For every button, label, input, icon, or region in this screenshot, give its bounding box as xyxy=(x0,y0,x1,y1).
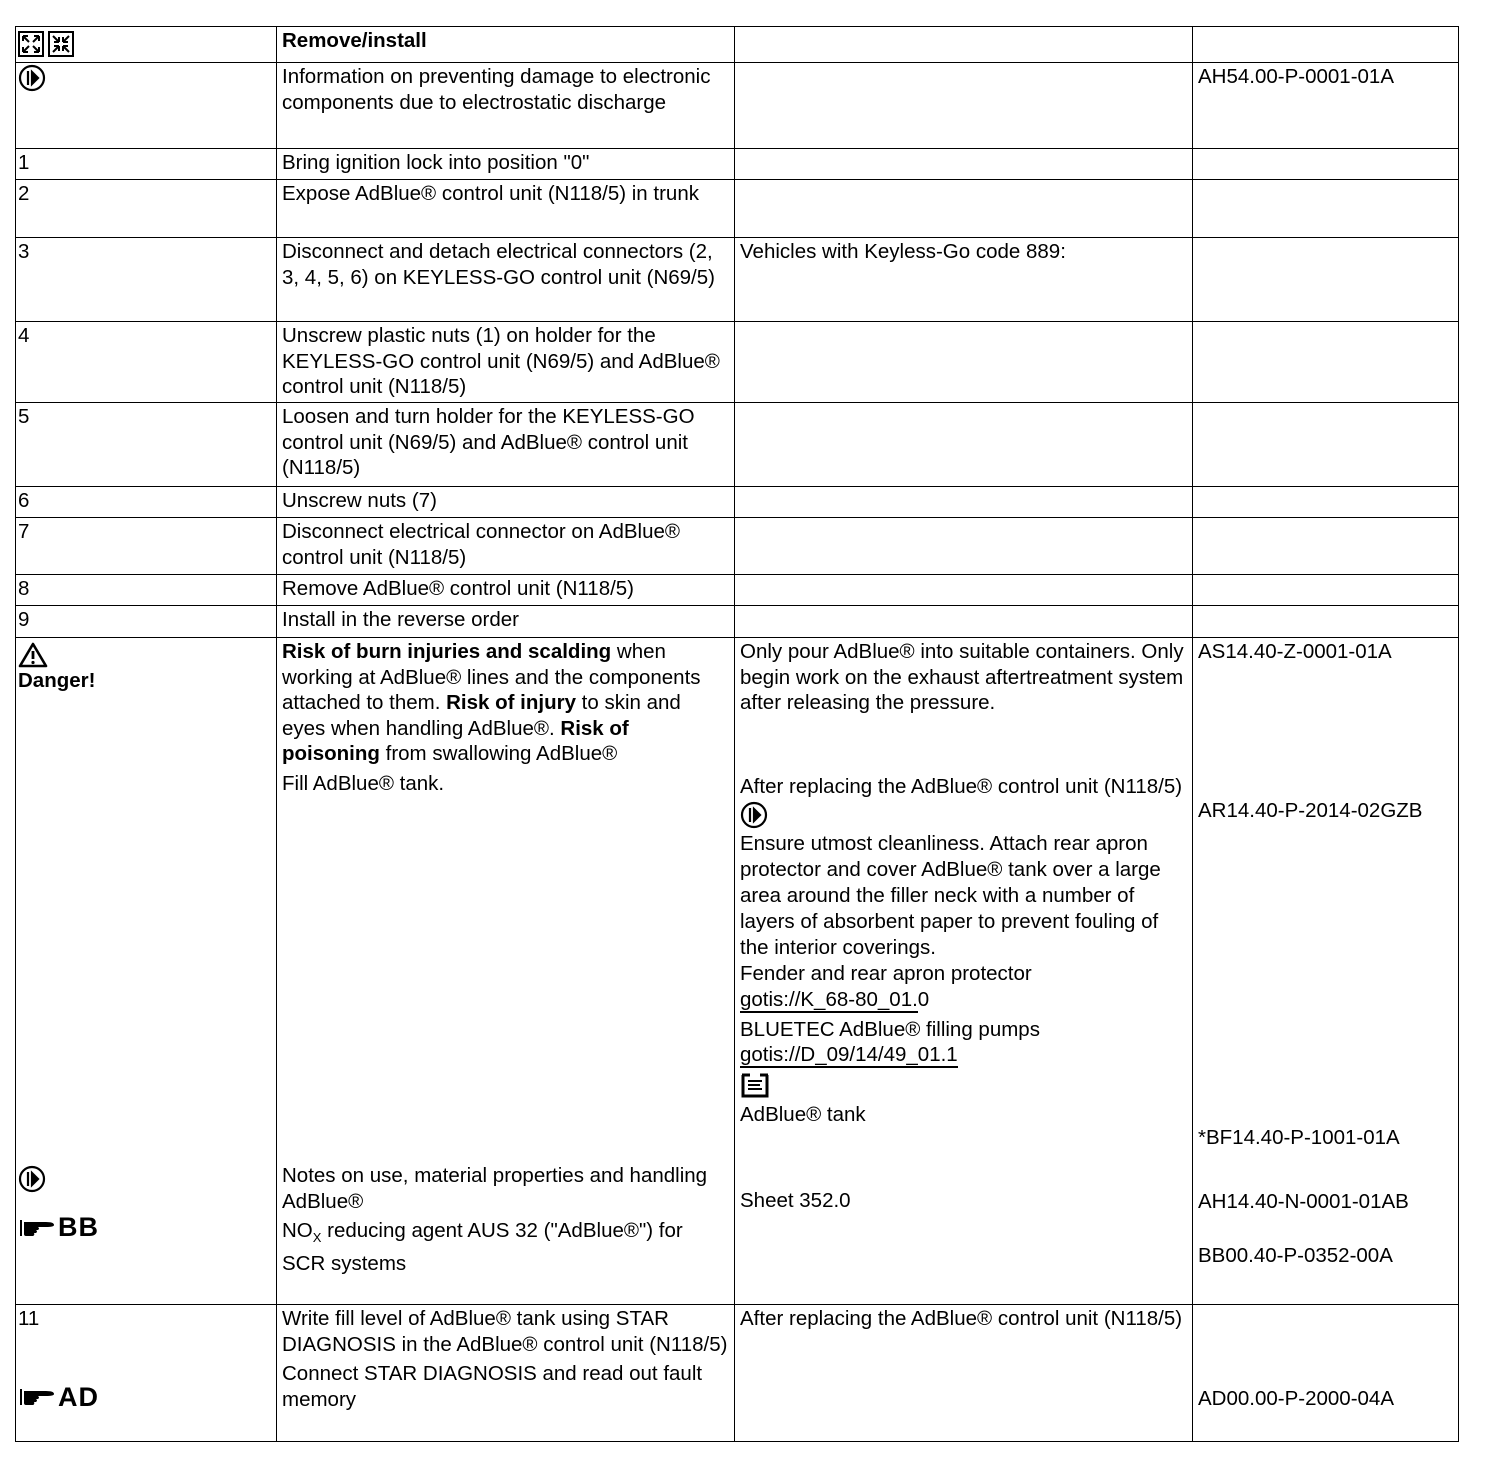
step-number: 4 xyxy=(16,322,277,403)
danger-remedy: Only pour AdBlue® into suitable containers. Only begin work on the exhaust aftertreatment system after releasing the pressure. xyxy=(740,640,1184,714)
procedure-table xyxy=(15,26,1459,1442)
table-row xyxy=(16,149,1459,180)
bb-ref[interactable]: BB00.40-P-0352-00A xyxy=(1198,1244,1393,1267)
table-row xyxy=(16,606,1459,638)
table-row xyxy=(16,322,1459,403)
tank-ref[interactable]: *BF14.40-P-1001-01A xyxy=(1198,1126,1400,1149)
tool-name: BLUETEC AdBlue® filling pumps xyxy=(740,1017,1040,1041)
note-icon xyxy=(740,801,768,829)
ad-ref[interactable]: AD00.00-P-2000-04A xyxy=(1198,1387,1395,1410)
install-icon xyxy=(48,31,74,57)
step-number: 5 xyxy=(16,403,277,487)
step-number: 8 xyxy=(16,575,277,606)
notes-use-text: Notes on use, material properties and handling AdBlue® xyxy=(282,1164,708,1213)
step-text: Install in the reverse order xyxy=(277,606,735,638)
step-text: Loosen and turn holder for the KEYLESS-GO control unit (N69/5) and AdBlue® control unit (N118/5) xyxy=(277,403,735,487)
step-text: Disconnect electrical connector on AdBlue® control unit (N118/5) xyxy=(277,518,735,575)
esd-note-text: Information on preventing damage to electronic components due to electrostatic discharge xyxy=(277,63,735,149)
step-text: Unscrew plastic nuts (1) on holder for the KEYLESS-GO control unit (N69/5) and AdBlue® control unit (N118/5) xyxy=(277,322,735,403)
tool-link[interactable]: gotis://D_09/14/49_01.1 xyxy=(740,1043,958,1066)
step-text: Write fill level of AdBlue® tank using STAR DIAGNOSIS in the AdBlue® control unit (N118/5) xyxy=(282,1307,728,1356)
step-text: Unscrew nuts (7) xyxy=(277,487,735,518)
step-text: Fill AdBlue® tank. xyxy=(282,771,445,795)
table-row: Danger! BB Risk of burn injuries and scalding when working at AdBlue® lines and the components attached to them. Risk of injury to skin and eyes when handling AdBlue®. Risk of poisoning from swallowing AdBlue® Fill AdBlue® tank. Notes on use, material properties and handling AdBlue® $NO_X$ reducing agent AUS 32 ("AdBlue®") for SCR systems Only pour AdBlue® into suitable containers. Only begin work on the exhaust aftertreatment system after releasing the pressure. After replacing the AdBlue® control unit (N118/5) Ensure utmost cleanliness. Attach rear apron protector and cover AdBlue® tank over a large area around the filler neck with a number of layers of absorbent paper to prevent fouling of the interior coverings. Fender and rear apron protector gotis://K_68-80_01.0 BLUETEC AdBlue® filling pumps gotis://D_09/14/49_01.1 AdBlue® tank Sheet 352.0 AS14.40-Z-0001-01A AR14.40-P-2014-02GZB *BF14.40-P-1001-01A AH14.40-N-0001-01AB BB00.40-P-0352-00A xyxy=(16,638,1459,1305)
step-ref[interactable]: AR14.40-P-2014-02GZB xyxy=(1198,798,1423,822)
pointing-hand-icon xyxy=(18,1385,56,1409)
step-text: Expose AdBlue® control unit (N118/5) in trunk xyxy=(277,180,735,238)
step-number: 3 xyxy=(16,238,277,322)
step-text: Disconnect and detach electrical connectors (2, 3, 4, 5, 6) on KEYLESS-GO control unit (N69/5) xyxy=(277,238,735,322)
ad-label: AD xyxy=(58,1381,99,1412)
step-text: Remove AdBlue® control unit (N118/5) xyxy=(277,575,735,606)
esd-note-ref[interactable]: AH54.00-P-0001-01A xyxy=(1193,63,1459,149)
tool-link[interactable]: gotis://K_68-80_01. xyxy=(740,987,918,1011)
bb-label: BB xyxy=(58,1212,99,1243)
note-icon xyxy=(18,1165,46,1193)
table-row xyxy=(16,1305,1459,1442)
step-number: 11 xyxy=(18,1307,40,1330)
tool-name: Fender and rear apron protector xyxy=(740,962,1032,985)
table-row xyxy=(16,238,1459,322)
table-row xyxy=(16,180,1459,238)
step-number: 1 xyxy=(16,149,277,180)
warning-icon xyxy=(18,642,48,668)
step-number: 6 xyxy=(16,487,277,518)
bb-sheet: Sheet 352.0 xyxy=(740,1188,851,1212)
table-row xyxy=(16,63,1459,149)
step-condition: After replacing the AdBlue® control unit (N118/5) xyxy=(740,774,1183,798)
step-number: 2 xyxy=(16,180,277,238)
table-row xyxy=(16,487,1459,518)
bb-text: $NO_X$ reducing agent AUS 32 ("AdBlue®") for SCR systems xyxy=(282,1219,683,1275)
tank-label: AdBlue® tank xyxy=(740,1103,866,1126)
cleanliness-note: Ensure utmost cleanliness. Attach rear apron protector and cover AdBlue® tank over a large area around the filler neck with a number of layers of absorbent paper to prevent fouling of the interior coverings. xyxy=(740,832,1161,959)
step-condition: Vehicles with Keyless-Go code 889: xyxy=(735,238,1193,322)
step-condition: After replacing the AdBlue® control unit (N118/5) xyxy=(740,1307,1183,1330)
step-number: 9 xyxy=(16,606,277,638)
tank-icon xyxy=(740,1071,770,1099)
step-number: 7 xyxy=(16,518,277,575)
note-icon xyxy=(18,64,46,92)
table-row xyxy=(16,575,1459,606)
pointing-hand-icon xyxy=(18,1216,56,1240)
table-title: Remove/install xyxy=(282,29,427,52)
remove-icon xyxy=(18,31,44,57)
danger-label: Danger! xyxy=(18,668,96,692)
notes-use-ref[interactable]: AH14.40-N-0001-01AB xyxy=(1198,1189,1409,1213)
table-row xyxy=(16,518,1459,575)
step-text: Bring ignition lock into position "0" xyxy=(277,149,735,180)
ad-text: Connect STAR DIAGNOSIS and read out fault memory xyxy=(282,1362,703,1411)
table-row xyxy=(16,403,1459,487)
table-header-row xyxy=(16,27,1459,63)
danger-text: Risk of burn injuries and scalding when working at AdBlue® lines and the components attached to them. Risk of injury to skin and eyes when handling AdBlue®. Risk of poisoning from swallowing AdBlue® xyxy=(282,640,701,765)
danger-ref[interactable]: AS14.40-Z-0001-01A xyxy=(1198,640,1392,663)
